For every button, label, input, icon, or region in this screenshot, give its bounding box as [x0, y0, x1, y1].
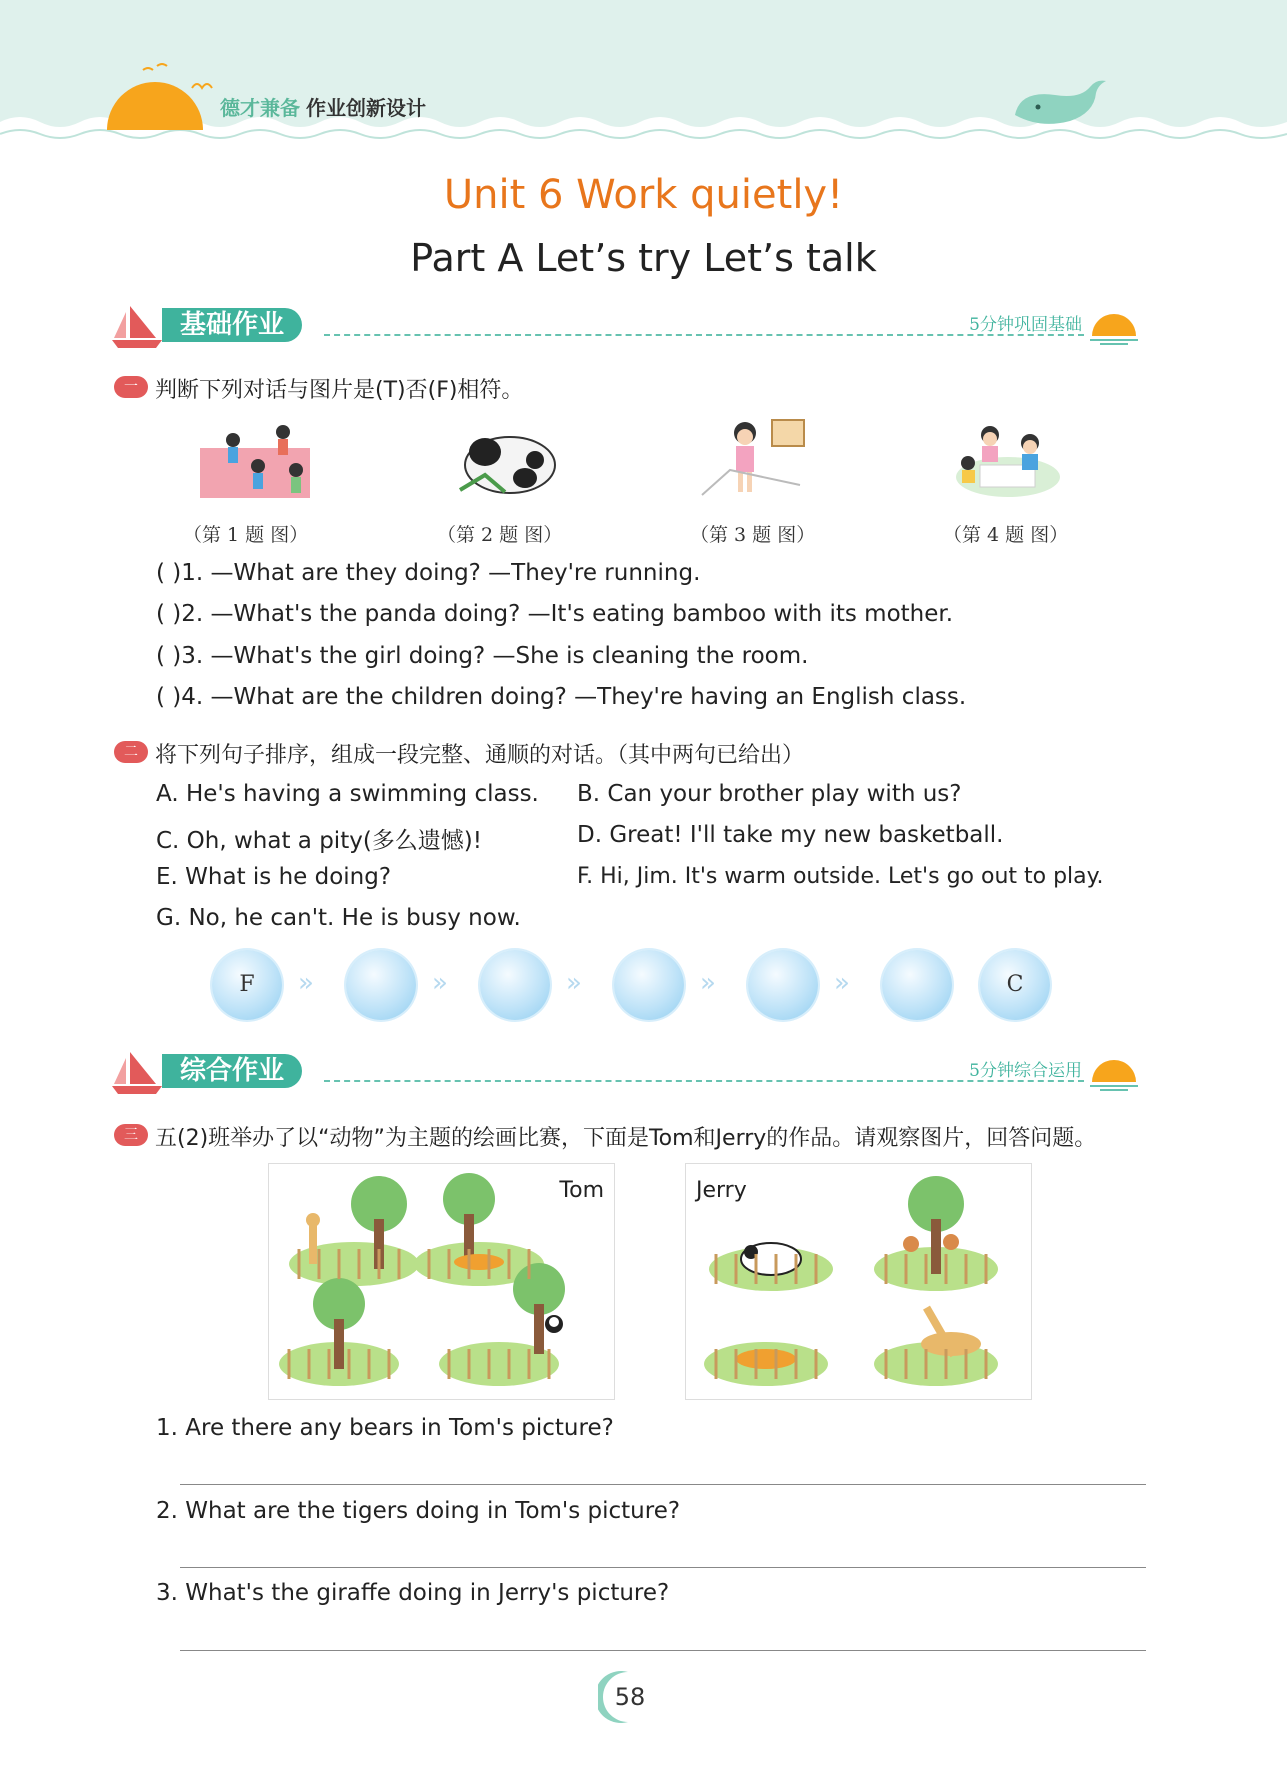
sentence-option-d: D. Great! I'll take my new basketball. — [577, 822, 1004, 848]
section-basic-header — [112, 304, 1142, 350]
picture-children-drawing — [950, 415, 1062, 503]
section-comprehensive-time: 5分钟综合运用 — [969, 1061, 1082, 1081]
jerry-picture — [685, 1163, 1032, 1400]
sentence-option-c: C. Oh, what a pity(多么遗憾)! — [156, 828, 482, 854]
section-comprehensive-label: 综合作业 — [162, 1054, 302, 1088]
sentence-option-e: E. What is he doing? — [156, 864, 392, 890]
question-number-badge: 三 — [114, 1124, 148, 1146]
answer-line-3[interactable] — [180, 1650, 1146, 1651]
picture-children-running — [198, 418, 313, 503]
arrow-icon: » — [566, 968, 582, 998]
sailboat-icon — [112, 1050, 162, 1094]
comprehension-question-3: 3. What's the giraffe doing in Jerry's picture? — [156, 1580, 670, 1606]
judge-item-2[interactable]: ( )2. —What's the panda doing? —It's eating bamboo with its mother. — [156, 601, 954, 627]
section-comprehensive-header — [112, 1050, 1142, 1096]
question-2-instruction: 将下列句子排序，组成一段完整、通顺的对话。（其中两句已给出） — [155, 743, 805, 768]
sentence-option-g: G. No, he can't. He is busy now. — [156, 905, 521, 931]
judge-item-4[interactable]: ( )4. —What are the children doing? —They're having an English class. — [156, 684, 967, 710]
section-basic-time: 5分钟巩固基础 — [969, 315, 1082, 335]
sunset-icon — [1086, 310, 1142, 346]
picture-pandas-eating — [455, 420, 559, 498]
question-3-instruction: 五(2)班举办了以“动物”为主题的绘画比赛，下面是Tom和Jerry的作品。请观察图片，回答问题。 — [155, 1126, 1097, 1151]
arrow-icon: » — [432, 968, 448, 998]
sun-icon — [105, 62, 205, 132]
sequence-bubble-5[interactable] — [748, 950, 818, 1020]
sequence-bubble-1[interactable]: F — [212, 950, 282, 1020]
picture-caption-2: （第 2 题 图） — [437, 524, 563, 546]
picture-caption-1: （第 1 题 图） — [183, 524, 309, 546]
sequence-bubble-3[interactable] — [480, 950, 550, 1020]
sequence-bubble-6[interactable] — [882, 950, 952, 1020]
judge-item-1[interactable]: ( )1. —What are they doing? —They're running. — [156, 560, 701, 586]
answer-line-1[interactable] — [180, 1484, 1146, 1485]
brand-name: 德才兼备 — [220, 96, 300, 120]
sequence-bubble-7[interactable]: C — [980, 950, 1050, 1020]
brand-subtitle: 作业创新设计 — [306, 96, 426, 120]
arrow-icon: » — [834, 968, 850, 998]
whale-icon — [1010, 75, 1110, 135]
jerry-picture-label: Jerry — [696, 1178, 747, 1203]
answer-line-2[interactable] — [180, 1567, 1146, 1568]
brand-title — [220, 92, 426, 121]
zoo-drawing-jerry — [686, 1164, 1031, 1399]
comprehension-question-1: 1. Are there any bears in Tom's picture? — [156, 1415, 614, 1441]
judge-item-3[interactable]: ( )3. —What's the girl doing? —She is cleaning the room. — [156, 643, 809, 669]
tom-picture — [268, 1163, 615, 1400]
picture-caption-4: （第 4 题 图） — [943, 524, 1069, 546]
sequence-bubble-2[interactable] — [346, 950, 416, 1020]
sequence-bubble-4[interactable] — [614, 950, 684, 1020]
sunset-icon — [1086, 1056, 1142, 1092]
tom-picture-label: Tom — [559, 1178, 604, 1203]
sentence-option-b: B. Can your brother play with us? — [577, 781, 962, 807]
unit-title: Unit 6 Work quietly! — [443, 172, 844, 218]
picture-caption-3: （第 3 题 图） — [690, 524, 816, 546]
bird-icon — [190, 78, 214, 92]
question-number-badge: 一 — [114, 376, 148, 398]
sentence-option-a: A. He's having a swimming class. — [156, 781, 539, 807]
sentence-option-f: F. Hi, Jim. It's warm outside. Let's go out to play. — [577, 864, 1104, 889]
zoo-drawing-tom — [269, 1164, 614, 1399]
question-number-badge: 二 — [114, 741, 148, 763]
comprehension-question-2: 2. What are the tigers doing in Tom's picture? — [156, 1498, 681, 1524]
arrow-icon: » — [700, 968, 716, 998]
part-title: Part A Let’s try Let’s talk — [410, 236, 877, 280]
question-1-instruction: 判断下列对话与图片是(T)否(F)相符。 — [155, 378, 524, 403]
page-number: 58 — [614, 1683, 646, 1711]
picture-girl-painting — [700, 415, 810, 505]
arrow-icon: » — [298, 968, 314, 998]
section-basic-label: 基础作业 — [162, 308, 302, 342]
sailboat-icon — [112, 304, 162, 348]
